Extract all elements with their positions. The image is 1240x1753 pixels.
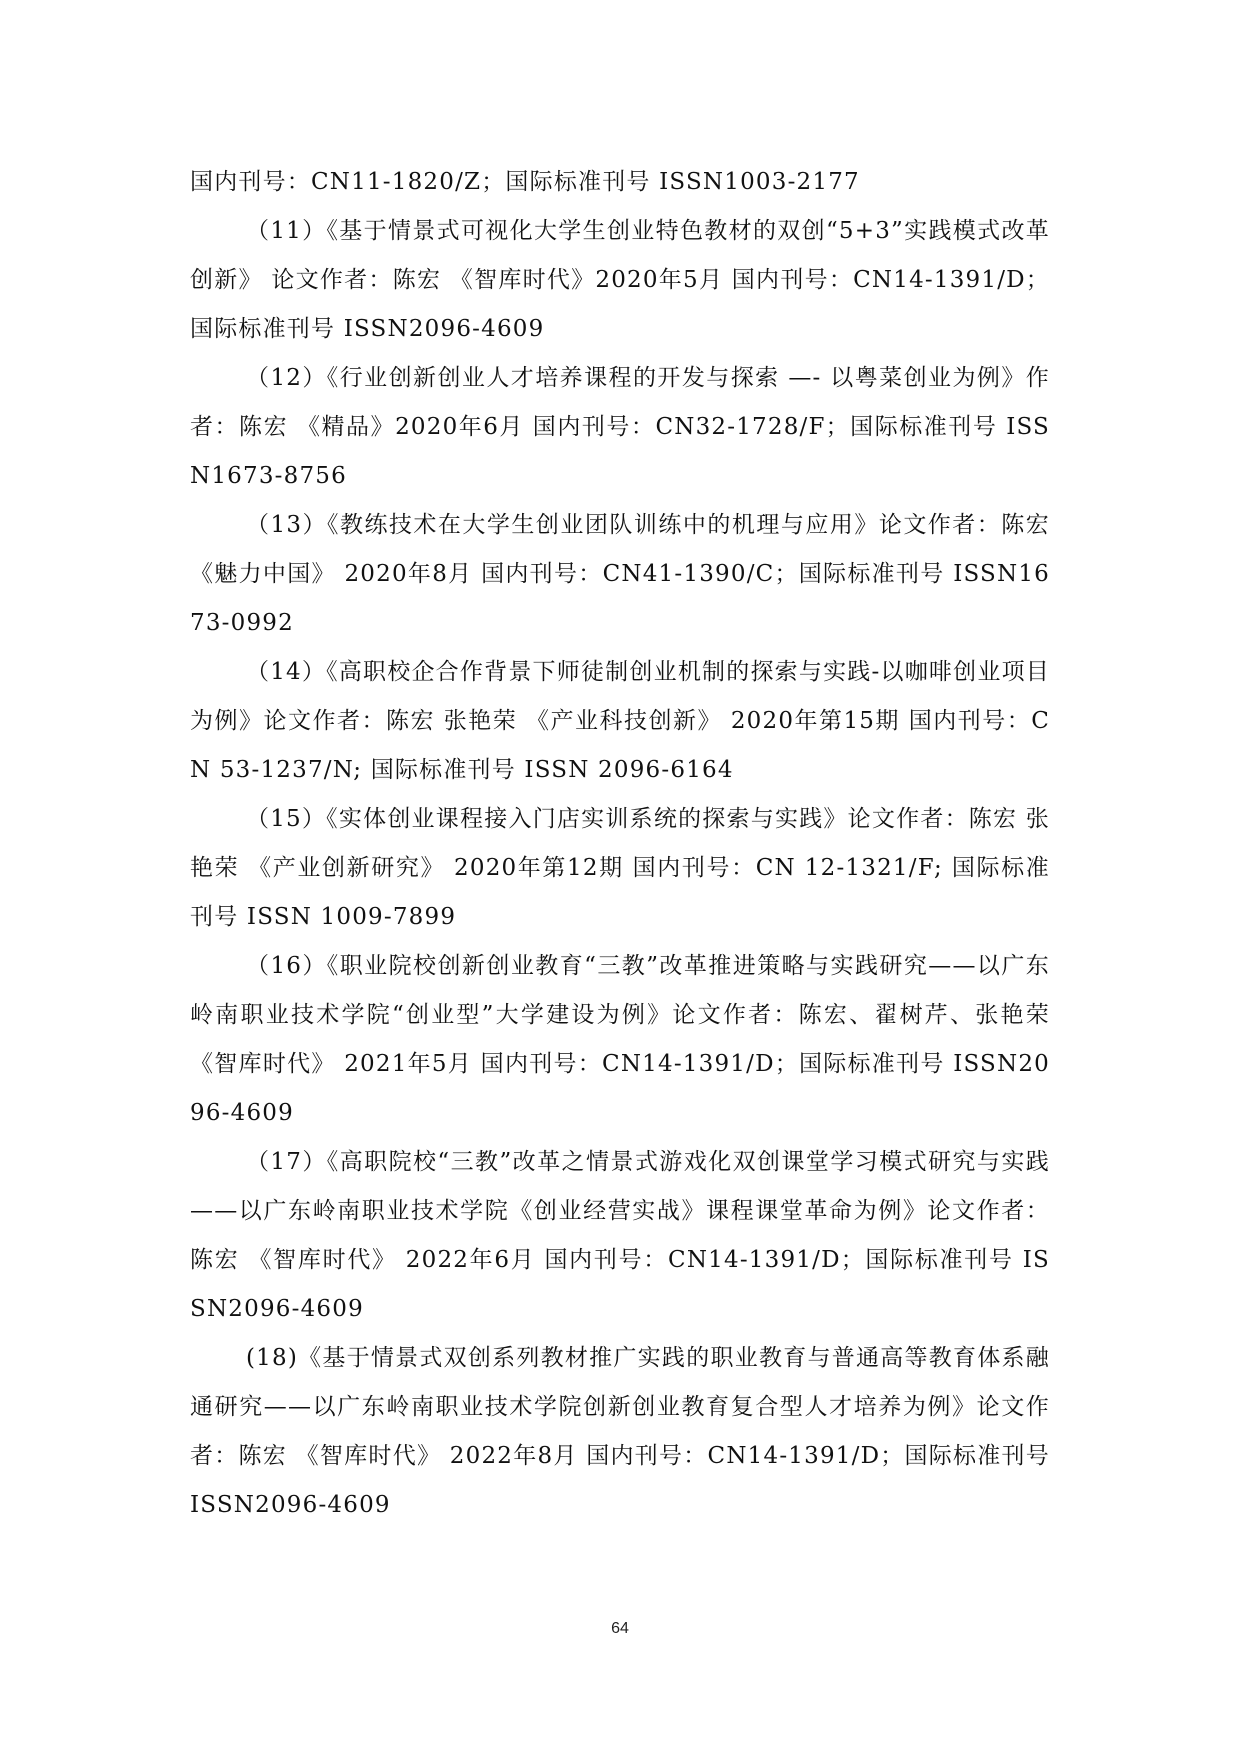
- paper-entry-16: （16）《职业院校创新创业教育“三教”改革推进策略与实践研究——以广东岭南职业技术学院“创业型”大学建设为例》论文作者：陈宏、翟树芹、张艳荣 《智库时代》 2021年5月 国内刊号：CN14-1391/D；国际标准刊号 ISSN2096-4609: [190, 953, 1050, 1126]
- document-body: [190, 158, 1050, 1530]
- paper-entry-17: （17）《高职院校“三教”改革之情景式游戏化双创课堂学习模式研究与实践——以广东岭南职业技术学院《创业经营实战》课程课堂革命为例》论文作者：陈宏 《智库时代》 2022年6月 国内刊号：CN14-1391/D；国际标准刊号 ISSN2096-4609: [190, 1149, 1050, 1322]
- paper-entry-12: （12）《行业创新创业人才培养课程的开发与探索 —- 以粤菜创业为例》作者：陈宏 《精品》2020年6月 国内刊号：CN32-1728/F；国际标准刊号 ISSN1673-8756: [190, 365, 1050, 489]
- paper-entry-18: (18)《基于情景式双创系列教材推广实践的职业教育与普通高等教育体系融通研究——以广东岭南职业技术学院创新创业教育复合型人才培养为例》论文作者：陈宏 《智库时代》 2022年8月 国内刊号：CN14-1391/D；国际标准刊号 ISSN2096-4609: [190, 1345, 1050, 1518]
- paper-entry-13: （13）《教练技术在大学生创业团队训练中的机理与应用》论文作者：陈宏 《魅力中国》 2020年8月 国内刊号：CN41-1390/C；国际标准刊号 ISSN1673-0992: [190, 512, 1050, 636]
- paragraph-continuation: 国内刊号：CN11-1820/Z；国际标准刊号 ISSN1003-2177: [190, 169, 860, 195]
- paper-entry-14: （14）《高职校企合作背景下师徒制创业机制的探索与实践-以咖啡创业项目为例》论文作者：陈宏 张艳荣 《产业科技创新》 2020年第15期 国内刊号：CN 53-1237/N; 国际标准刊号 ISSN 2096-6164: [190, 659, 1050, 783]
- page-number: 64: [611, 1620, 629, 1637]
- paper-entry-11: （11）《基于情景式可视化大学生创业特色教材的双创“5+3”实践模式改革创新》 论文作者：陈宏 《智库时代》2020年5月 国内刊号：CN14-1391/D；国际标准刊号 ISSN2096-4609: [190, 218, 1050, 342]
- paper-entry-15: （15）《实体创业课程接入门店实训系统的探索与实践》论文作者：陈宏 张艳荣 《产业创新研究》 2020年第12期 国内刊号：CN 12-1321/F; 国际标准刊号 ISSN 1009-7899: [190, 806, 1050, 930]
